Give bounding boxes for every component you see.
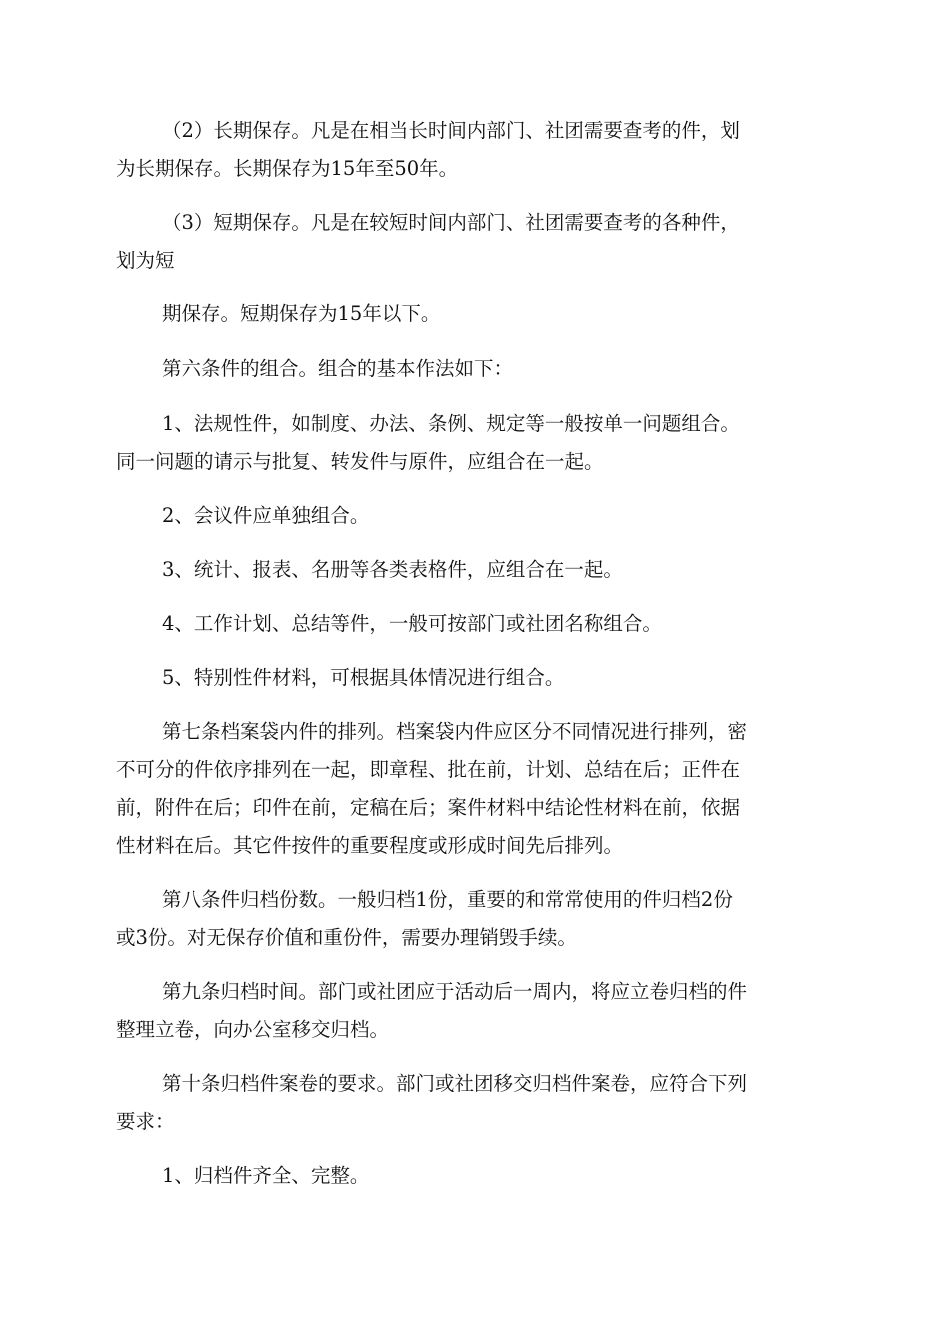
paragraph-article-6 [116,350,836,388]
paragraph-article-7 [116,713,836,865]
text-line: 为长期保存。长期保存为15年至50年。 [116,157,459,180]
paragraph-article-10 [116,1065,836,1141]
paragraph-short-term-cont [116,295,836,333]
paragraph-long-term [116,112,836,188]
paragraph-item-5 [116,659,836,697]
text-line: 要求： [116,1110,175,1133]
paragraph-requirement-1 [116,1157,836,1195]
text-line: 1、法规性件，如制度、办法、条例、规定等一般按单一问题组合。 [162,412,740,435]
paragraph-short-term [116,204,836,280]
text-line: 第六条件的组合。组合的基本作法如下： [162,357,514,380]
text-line: 同一问题的请示与批复、转发件与原件，应组合在一起。 [116,450,604,473]
text-line: 不可分的件依序排列在一起，即章程、批在前，计划、总结在后；正件在 [116,758,741,781]
text-line: 前，附件在后；印件在前，定稿在后；案件材料中结论性材料在前，依据 [116,796,741,819]
text-line: 第十条归档件案卷的要求。部门或社团移交归档件案卷，应符合下列 [162,1072,748,1095]
text-line: 性材料在后。其它件按件的重要程度或形成时间先后排列。 [116,834,624,857]
text-line: 第八条件归档份数。一般归档1份，重要的和常常使用的件归档2份 [162,888,733,911]
text-line: 2、会议件应单独组合。 [162,504,370,527]
text-line: （2）长期保存。凡是在相当长时间内部门、社团需要查考的件，划 [162,119,740,142]
paragraph-item-2 [116,497,836,535]
text-line: 3、统计、报表、名册等各类表格件，应组合在一起。 [162,558,623,581]
paragraph-article-9 [116,973,836,1049]
paragraph-item-3 [116,551,836,589]
text-line: （3）短期保存。凡是在较短时间内部门、社团需要查考的各种件， [162,211,740,234]
text-line: 期保存。短期保存为15年以下。 [162,302,441,325]
text-line: 1、归档件齐全、完整。 [162,1164,370,1187]
text-line: 5、特别性件材料，可根据具体情况进行组合。 [162,666,565,689]
text-line: 第七条档案袋内件的排列。档案袋内件应区分不同情况进行排列，密 [162,720,748,743]
paragraph-item-1 [116,405,836,481]
text-line: 第九条归档时间。部门或社团应于活动后一周内，将应立卷归档的件 [162,980,748,1003]
paragraph-article-8 [116,881,836,957]
text-line: 或3份。对无保存价值和重份件，需要办理销毁手续。 [116,926,577,949]
paragraph-item-4 [116,605,836,643]
text-line: 整理立卷，向办公室移交归档。 [116,1018,390,1041]
text-line: 划为短 [116,249,175,272]
text-line: 4、工作计划、总结等件，一般可按部门或社团名称组合。 [162,612,662,635]
